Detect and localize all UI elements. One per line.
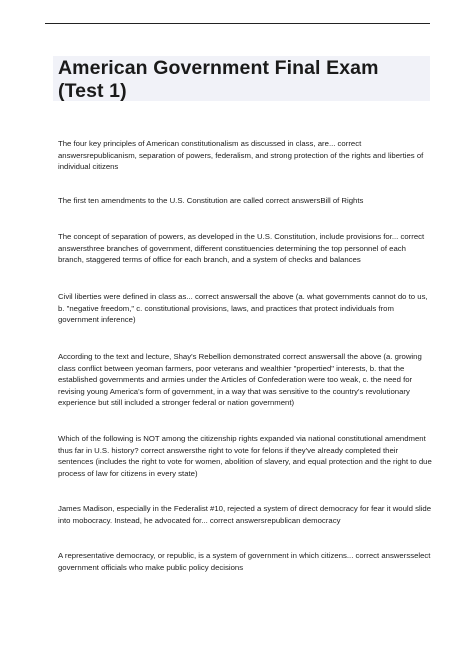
qa-item-6: Which of the following is NOT among the citizenship rights expanded via national constitutional amendment thus far in U.S. history? correct answersthe right to vote for felons if they've already completed their sentences (includes the right to vote for women, abolition of slavery, and equal protection and the right to due process of law for citizens in every state) [58,434,432,478]
document-title: American Government Final Exam (Test 1) [58,57,379,102]
qa-item-8: A representative democracy, or republic, is a system of government in which citizens... correct answersselect government officials who make public policy decisions [58,551,431,572]
qa-item-2: The first ten amendments to the U.S. Constitution are called correct answersBill of Rights [58,196,364,205]
qa-item-3: The concept of separation of powers, as developed in the U.S. Constitution, include provisions for... correct answersthree branches of government, different constituencies determining the top personnel of each branch, staggered terms of office for each branch, and a system of checks and balances [58,232,425,265]
top-divider [45,23,430,24]
qa-item-1: The four key principles of American constitutionalism as discussed in class, are... correct answersrepublicanism, separation of powers, federalism, and strong protection of the rights and liberties of individual citizens [58,139,424,172]
qa-item-7: James Madison, especially in the Federalist #10, rejected a system of direct democracy for fear it would slide into mobocracy. Instead, he advocated for... correct answersrepublican democracy [58,504,432,525]
qa-item-4: Civil liberties were defined in class as... correct answersall the above (a. what governments cannot do to us, b. "negative freedom," c. constitutional provisions, laws, and practices that protect individuals from government inference) [58,292,428,325]
qa-item-5: According to the text and lecture, Shay's Rebellion demonstrated correct answersall the above (a. growing class conflict between yeoman farmers, poor veterans and wealthier "propertied" interests, b. that the established governments and armies under the Articles of Confederation were too weak, c. the need for revising young America's form of government, in a way that was sensitive to the country's revolutionary experience but still included a stronger federal or nation government) [58,352,422,408]
